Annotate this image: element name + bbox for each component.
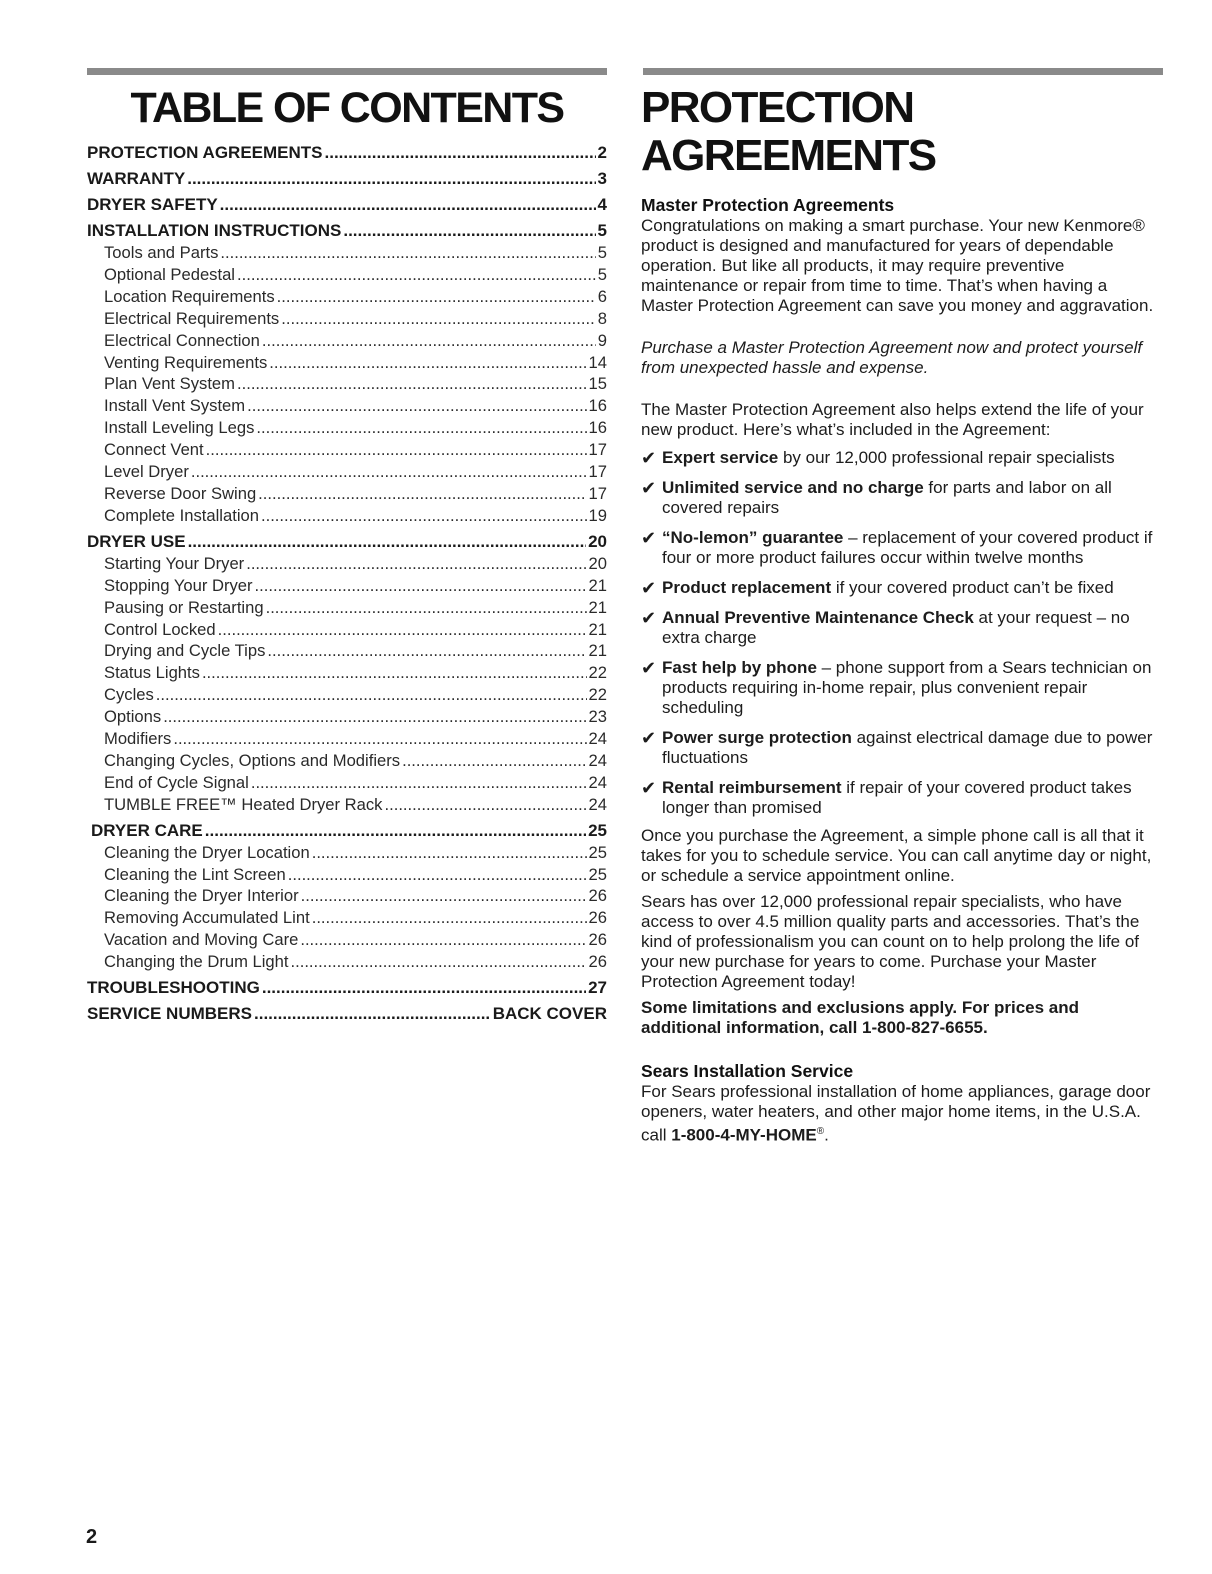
toc-leader-dots [267,640,586,662]
toc-entry [87,794,607,816]
protection-agreements-section [641,84,1163,1146]
toc-entry [87,951,607,973]
toc-entry-page: 26 [588,930,607,950]
toc-entry-label: DRYER SAFETY [87,195,218,214]
toc-entry [87,531,607,553]
benefit-title: “No-lemon” guarantee [662,528,844,547]
toc-leader-dots [343,220,595,242]
benefit-item [641,728,1163,768]
toc-entry-label: End of Cycle Signal [104,772,249,792]
checkmark-icon: ✔ [641,478,657,498]
toc-entry-page: 21 [588,575,607,595]
benefit-title: Fast help by phone [662,658,817,677]
benefits-list [641,448,1163,818]
toc-entry-label: WARRANTY [87,169,186,188]
toc-leader-dots [301,885,587,907]
installation-text [641,1082,1163,1146]
toc-entry-label: Complete Installation [104,505,259,525]
toc-leader-dots [220,194,596,216]
mpa-heading: Master Protection Agreements [641,195,895,215]
toc-entry-page: BACK COVER [492,1004,607,1024]
toc-entry [87,330,607,352]
benefit-description: if repair of your covered product takes longer than promised [662,778,1132,817]
mpa-includes: The Master Protection Agreement also helps extend the life of your new product. Here’s what’s included in the Agreement: [641,400,1144,439]
toc-entry-page: 20 [588,553,607,573]
toc-entry-page: 16 [588,396,607,416]
benefit-description: against electrical damage due to power fluctuations [662,728,1153,767]
toc-entry [87,142,607,164]
toc-entry-label: Removing Accumulated Lint [104,908,310,928]
toc-leader-dots [258,483,586,505]
toc-leader-dots [237,373,587,395]
toc-entry-page: 24 [588,772,607,792]
toc-leader-dots [300,929,586,951]
installation-phone: 1-800-4-MY-HOME [671,1125,817,1145]
toc-entry-label: Electrical Requirements [104,308,280,328]
toc-entry-label: Install Leveling Legs [104,418,255,438]
toc-entry-page: 5 [597,221,607,240]
mpa-italic-note: Purchase a Master Protection Agreement now and protect yourself from unexpected hassle and expense. [641,338,1143,377]
toc-entry [87,417,607,439]
left-header-rule [87,68,607,75]
toc-entry [87,395,607,417]
toc-entry-page: 17 [588,483,607,503]
benefit-item [641,658,1163,718]
toc-entry-label: Options [104,707,162,727]
toc-leader-dots [256,417,586,439]
benefit-description: at your request – no extra charge [662,608,1130,647]
toc-leader-dots [261,505,587,527]
toc-entry-page: 3 [597,169,607,188]
toc-entry-page: 26 [588,908,607,928]
toc-entry [87,977,607,999]
toc-entry-page: 24 [588,750,607,770]
toc-leader-dots [246,553,586,575]
checkmark-icon: ✔ [641,448,657,468]
toc-entry [87,505,607,527]
benefit-description: if your covered product can’t be fixed [831,578,1114,597]
toc-entry-page: 16 [588,418,607,438]
toc-entry-page: 23 [588,707,607,727]
toc-leader-dots [262,330,596,352]
toc-entry-page: 25 [588,842,607,862]
toc-entry [87,286,607,308]
toc-leader-dots [187,168,595,190]
toc-entry-label: Starting Your Dryer [104,553,245,573]
once-paragraph: Once you purchase the Agreement, a simple phone call is all that it takes for you to schedule service. You can call anytime day or night, or schedule a service appointment online. [641,826,1152,885]
toc-leader-dots [266,597,587,619]
toc-entry-page: 24 [588,729,607,749]
toc-entry [87,662,607,684]
toc-entry [87,483,607,505]
toc-leader-dots [312,842,587,864]
toc-leader-dots [247,395,586,417]
toc-entry-page: 26 [588,952,607,972]
toc-leader-dots [402,750,586,772]
right-header-rule [643,68,1163,75]
toc-entry-label: Connect Vent [104,440,204,460]
toc-entry [87,597,607,619]
toc-leader-dots [173,728,586,750]
checkmark-icon: ✔ [641,728,657,748]
benefit-description: for parts and labor on all covered repairs [662,478,1112,517]
toc-entry-label: INSTALLATION INSTRUCTIONS [87,221,342,240]
toc-entry-page: 25 [588,864,607,884]
toc-entry-label: Pausing or Restarting [104,597,264,617]
checkmark-icon: ✔ [641,528,657,548]
toc-entry-page: 4 [597,195,607,214]
benefit-title: Annual Preventive Maintenance Check [662,608,974,627]
toc-entry [87,750,607,772]
toc-entry [87,194,607,216]
limitations-note: Some limitations and exclusions apply. For prices and additional information, call 1-800-827-6655. [641,998,1080,1037]
toc-entry [87,864,607,886]
toc-entry-label: Status Lights [104,663,200,683]
toc-entry-label: DRYER CARE [91,820,203,840]
toc-entry-page: 27 [588,978,607,998]
toc-entry-page: 6 [597,286,607,306]
toc-entry-label: Location Requirements [104,286,275,306]
toc-entry-label: DRYER USE [87,531,186,551]
toc-leader-dots [288,864,587,886]
toc-entry-label: Drying and Cycle Tips [104,641,266,661]
toc-leader-dots [254,1003,491,1025]
toc-entry-label: SERVICE NUMBERS [87,1004,252,1024]
benefit-item [641,608,1163,648]
toc-entry-label: Venting Requirements [104,352,268,372]
toc-entry [87,619,607,641]
toc-entry [87,929,607,951]
toc-entry-label: Cleaning the Lint Screen [104,864,286,884]
toc-entry-page: 17 [588,440,607,460]
toc-entry-page: 26 [588,886,607,906]
toc-entry [87,907,607,929]
toc-entry-page: 24 [588,794,607,814]
toc-entry [87,461,607,483]
toc-entry [87,352,607,374]
toc-entry-label: Plan Vent System [104,374,235,394]
benefit-description: – phone support from a Sears technician on products requiring in-home repair, plus convenient repair scheduling [662,658,1152,717]
toc-entry-page: 5 [597,264,607,284]
toc-entry [87,820,607,842]
mpa-intro: Congratulations on making a smart purchase. Your new Kenmore® product is designed and manufactured for years of dependable operation. But like all products, it may require preventive maintenance or repair from time to time. That’s when having a Master Protection Agreement can save you money and aggravation. [641,216,1154,315]
benefit-description: – replacement of your covered product if four or more product failures occur within twelve months [662,528,1153,567]
toc-entry [87,439,607,461]
registered-mark: ® [816,1126,825,1137]
toc-entry-page: 21 [588,641,607,661]
installation-text-body: For Sears professional installation of home appliances, garage door openers, water heaters, and other major home items, in the U.S.A. call [641,1082,1151,1145]
protection-title: PROTECTION AGREEMENTS [641,83,936,180]
toc-leader-dots [277,286,596,308]
toc-entry-label: Cleaning the Dryer Location [104,842,310,862]
toc-leader-dots [163,706,586,728]
toc-entry [87,220,607,242]
toc-leader-dots [290,951,586,973]
checkmark-icon: ✔ [641,608,657,628]
toc-entry-label: Stopping Your Dryer [104,575,253,595]
toc-leader-dots [191,461,587,483]
toc-leader-dots [281,308,596,330]
toc-entry-label: Electrical Connection [104,330,260,350]
benefit-title: Product replacement [662,578,832,597]
toc-entry-page: 17 [588,462,607,482]
benefit-item [641,448,1163,468]
toc-leader-dots [218,619,587,641]
installation-heading: Sears Installation Service [641,1061,854,1081]
toc-leader-dots [251,772,587,794]
toc-entry-label: PROTECTION AGREEMENTS [87,143,323,162]
benefit-description: by our 12,000 professional repair specialists [778,448,1115,467]
benefit-title: Power surge protection [662,728,852,747]
toc-entry-page: 2 [597,143,607,162]
benefit-item [641,478,1163,518]
toc-entry-label: Changing Cycles, Options and Modifiers [104,750,401,770]
toc-entry [87,373,607,395]
toc-entry [87,553,607,575]
toc-entry-label: Cycles [104,685,154,705]
sears-has-paragraph: Sears has over 12,000 professional repair specialists, who have access to over 4.5 million quality parts and accessories. That’s the kind of professionalism you can count on to help prolong the life of your new purchase for years to come. Purchase your Master Protection Agreement today! [641,892,1140,991]
toc-leader-dots [220,242,595,264]
toc-entry-label: Vacation and Moving Care [104,930,299,950]
toc-entry-page: 20 [588,531,607,551]
page-number: 2 [86,1526,98,1548]
checkmark-icon: ✔ [641,658,657,678]
toc-entry-label: TUMBLE FREE™ Heated Dryer Rack [104,794,383,814]
toc-entry-label: Tools and Parts [104,243,219,262]
toc-entry-page: 15 [588,374,607,394]
toc-entry [87,1003,607,1025]
benefit-item [641,778,1163,818]
benefit-title: Rental reimbursement [662,778,842,797]
benefit-item [641,578,1163,598]
toc-entry-label: Optional Pedestal [104,264,235,284]
toc-entry-label: Install Vent System [104,396,246,416]
benefit-item [641,528,1163,568]
toc-entry-label: TROUBLESHOOTING [87,978,260,998]
toc-entry [87,772,607,794]
toc-leader-dots [237,264,596,286]
table-of-contents [87,84,607,1025]
toc-entry [87,706,607,728]
toc-entry [87,885,607,907]
toc-entry [87,168,607,190]
toc-entry [87,575,607,597]
benefit-title: Expert service [662,448,779,467]
toc-entry [87,308,607,330]
toc-leader-dots [156,684,587,706]
checkmark-icon: ✔ [641,578,657,598]
installation-text-end: . [824,1125,829,1145]
toc-entry [87,264,607,286]
checkmark-icon: ✔ [641,778,657,798]
toc-entry-label: Modifiers [104,729,172,749]
toc-entry-page: 8 [597,308,607,328]
toc-entry-page: 25 [588,820,607,840]
toc-entry [87,640,607,662]
toc-leader-dots [325,142,596,164]
toc-entry [87,242,607,264]
toc-entry-page: 14 [588,352,607,372]
toc-entry-page: 21 [588,619,607,639]
toc-entry-label: Reverse Door Swing [104,483,257,503]
toc-leader-dots [255,575,587,597]
toc-leader-dots [269,352,586,374]
toc-entry-page: 21 [588,597,607,617]
toc-leader-dots [384,794,586,816]
toc-leader-dots [262,977,586,999]
toc-entry-page: 22 [588,685,607,705]
benefit-title: Unlimited service and no charge [662,478,924,497]
toc-leader-dots [205,820,586,842]
toc-leader-dots [312,907,587,929]
toc-entry-label: Control Locked [104,619,216,639]
toc-entry [87,684,607,706]
toc-entry-label: Cleaning the Dryer Interior [104,886,299,906]
toc-entry-page: 5 [597,243,607,262]
toc-entry-label: Changing the Drum Light [104,952,289,972]
toc-entry-page: 19 [588,505,607,525]
toc-entry [87,842,607,864]
toc-leader-dots [188,531,587,553]
toc-list [87,142,607,1025]
toc-leader-dots [206,439,587,461]
toc-leader-dots [202,662,587,684]
toc-entry-page: 9 [597,330,607,350]
toc-entry [87,728,607,750]
toc-title: TABLE OF CONTENTS [130,84,564,132]
toc-entry-page: 22 [588,663,607,683]
toc-entry-label: Level Dryer [104,462,189,482]
